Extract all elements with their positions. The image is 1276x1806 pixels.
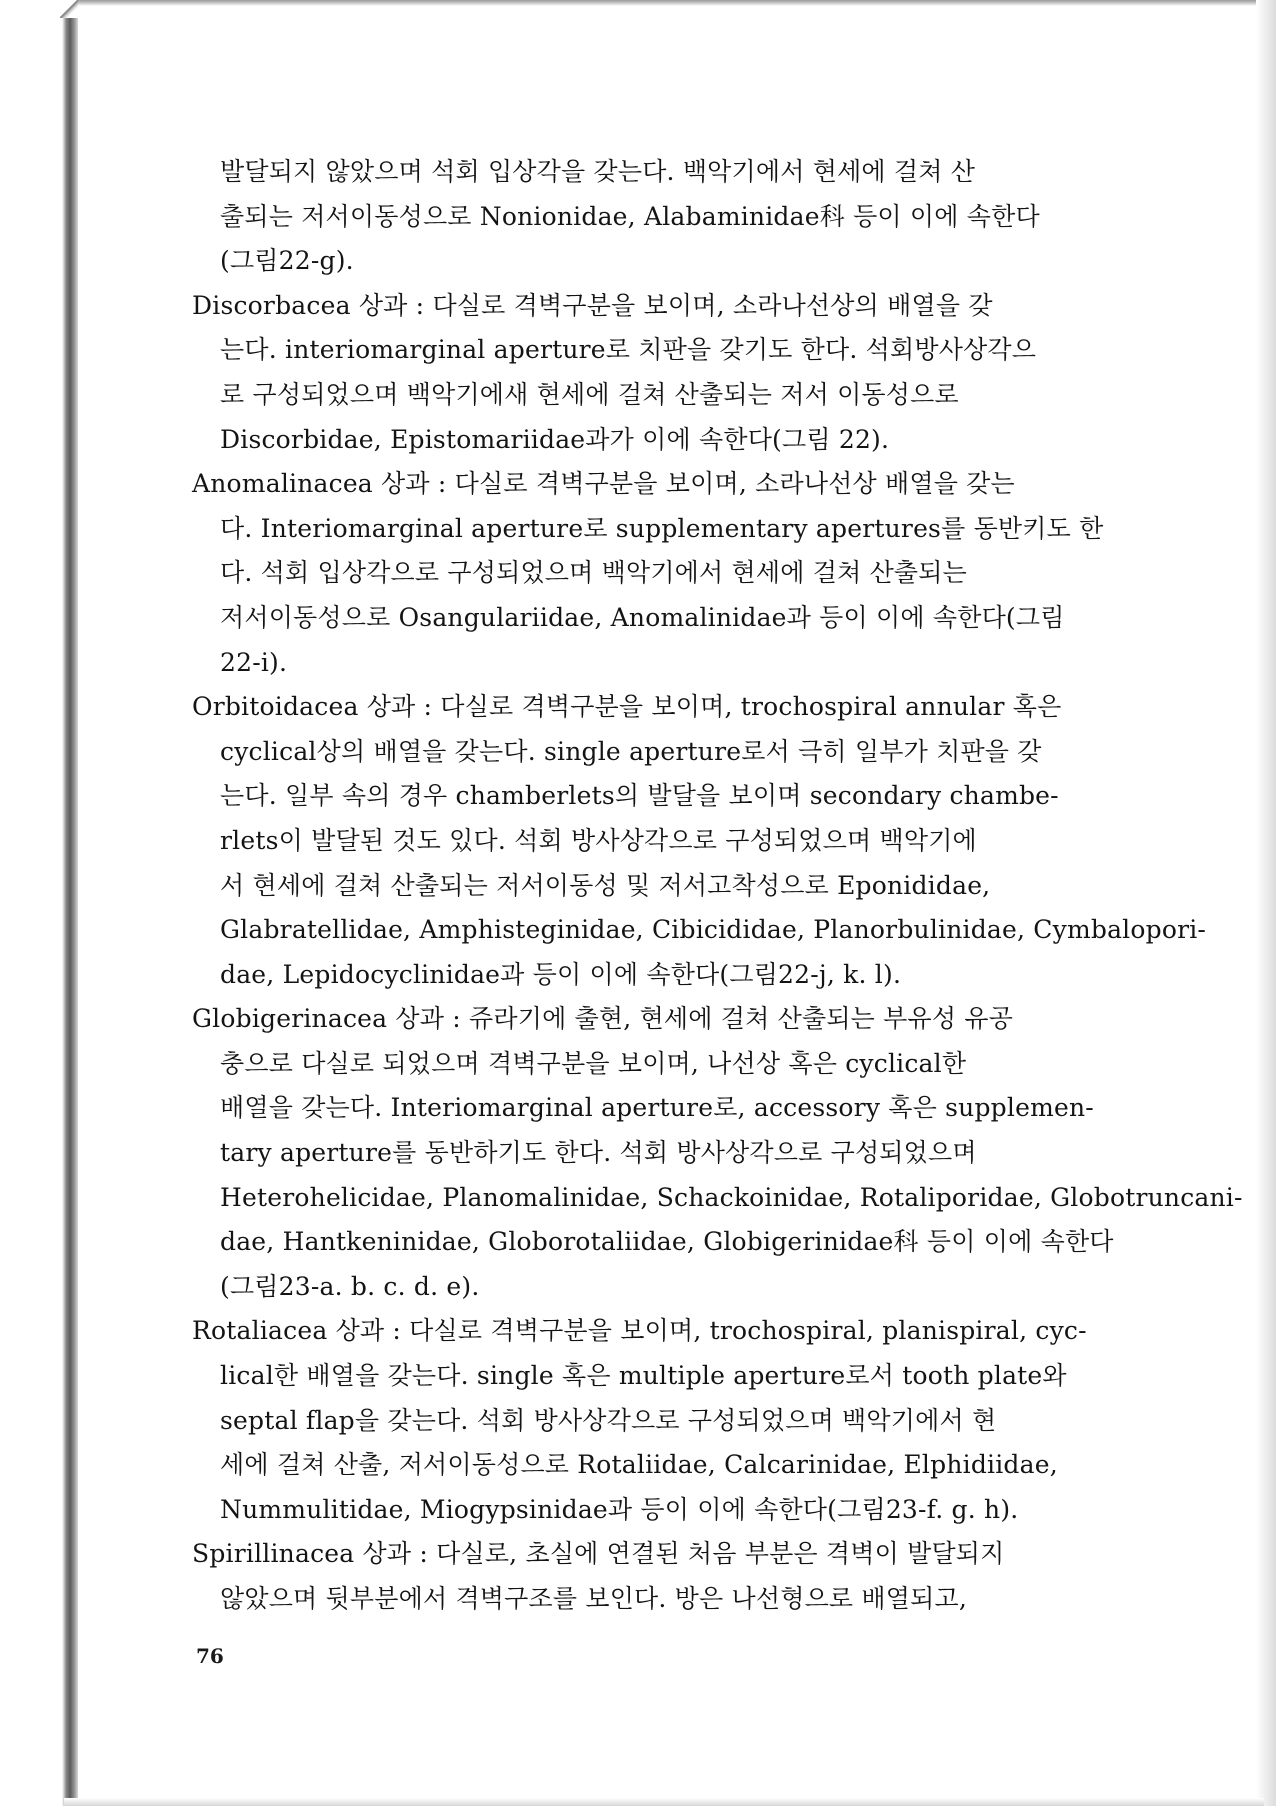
page-edge-top [64, 0, 1264, 6]
text-line: Discorbacea 상과 : 다실로 격벽구분을 보이며, 소라나선상의 배열을 갖 [192, 290, 993, 320]
paragraph-nonionacea-continued [220, 150, 1140, 284]
text-line: 발달되지 않았으며 석회 입상각을 갖는다. 백악기에서 현세에 걸쳐 산 [220, 157, 976, 186]
page-edge-bottom [64, 1798, 1264, 1806]
text-line: 다. Interiomarginal aperture로 supplementary apertures를 동반키도 한 [220, 513, 1104, 543]
text-line: Rotaliacea 상과 : 다실로 격벽구분을 보이며, trochospiral, planispiral, cyc- [192, 1316, 1087, 1346]
text-line: Glabratellidae, Amphisteginidae, Cibicididae, Planorbulinidae, Cymbalopori- [220, 915, 1207, 945]
text-line: 다. 석회 입상각으로 구성되었으며 백악기에서 현세에 걸쳐 산출되는 [220, 558, 967, 588]
paragraph-spirillinacea [192, 1532, 1140, 1621]
paragraph-orbitoidacea [192, 685, 1207, 997]
text-line: rlets이 발달된 것도 있다. 석회 방사상각으로 구성되었으며 백악기에 [220, 825, 977, 855]
page-number: 76 [196, 1644, 224, 1668]
text-line: 충으로 다실로 되었으며 격벽구분을 보이며, 나선상 혹은 cyclical한 [220, 1048, 967, 1078]
paragraph-rotaliacea [192, 1309, 1140, 1532]
text-line: Anomalinacea 상과 : 다실로 격벽구분을 보이며, 소라나선상 배열을 갖는 [192, 469, 1015, 499]
text-line: cyclical상의 배열을 갖는다. single aperture로서 극히 일부가 치판을 갖 [220, 736, 1042, 766]
text-line: 배열을 갖는다. Interiomarginal aperture로, accessory 혹은 supplemen- [220, 1093, 1094, 1123]
text-line: Discorbidae, Epistomariidae과가 이에 속한다(그림 22). [220, 424, 890, 454]
text-line: Orbitoidacea 상과 : 다실로 격벽구분을 보이며, trochospiral annular 혹은 [192, 692, 1062, 722]
text-line: 세에 걸쳐 산출, 저서이동성으로 Rotaliidae, Calcarinidae, Elphidiidae, [220, 1450, 1058, 1480]
paragraph-discorbacea [192, 284, 1140, 462]
page-edge-left [0, 0, 78, 1806]
text-line: 로 구성되었으며 백악기에새 현세에 걸쳐 산출되는 저서 이동성으로 [220, 379, 959, 409]
text-line: lical한 배열을 갖는다. single 혹은 multiple aperture로서 tooth plate와 [220, 1361, 1067, 1391]
paragraph-globigerinacea [192, 997, 1243, 1309]
text-body [192, 150, 1243, 1622]
text-line: dae, Lepidocyclinidae과 등이 이에 속한다(그림22-j, k. l). [220, 959, 902, 989]
text-line: 22-i). [220, 647, 288, 677]
text-line: 는다. interiomarginal aperture로 치판을 갖기도 한다. 석회방사상각으 [220, 335, 1037, 365]
page-edge-right [1256, 0, 1276, 1806]
text-line: tary aperture를 동반하기도 한다. 석회 방사상각으로 구성되었으며 [220, 1138, 977, 1168]
paragraph-anomalinacea [192, 462, 1140, 685]
text-line: Heterohelicidae, Planomalinidae, Schackoinidae, Rotaliporidae, Globotruncani- [220, 1182, 1243, 1212]
text-line: septal flap을 갖는다. 석회 방사상각으로 구성되었으며 백악기에서 현 [220, 1405, 997, 1435]
text-line: 저서이동성으로 Osangulariidae, Anomalinidae과 등이 이에 속한다(그림 [220, 602, 1065, 632]
text-line: 출되는 저서이동성으로 Nonionidae, Alabaminidae科 등이 이에 속한다 [220, 201, 1040, 231]
text-line: dae, Hantkeninidae, Globorotaliidae, Globigerinidae科 등이 이에 속한다 [220, 1227, 1114, 1257]
page-corner [60, 0, 78, 18]
text-line: 않았으며 뒷부분에서 격벽구조를 보인다. 방은 나선형으로 배열되고, [220, 1584, 967, 1613]
text-line: 서 현세에 걸쳐 산출되는 저서이동성 및 저서고착성으로 Eponididae, [220, 870, 991, 900]
text-line: 는다. 일부 속의 경우 chamberlets의 발달을 보이며 secondary chambe- [220, 781, 1059, 811]
text-line: (그림22-g). [220, 246, 354, 276]
text-line: Nummulitidae, Miogypsinidae과 등이 이에 속한다(그림23-f. g. h). [220, 1494, 1019, 1524]
text-line: (그림23-a. b. c. d. e). [220, 1271, 480, 1301]
text-line: Spirillinacea 상과 : 다실로, 초실에 연결된 처음 부분은 격벽이 발달되지 [192, 1539, 1005, 1569]
text-line: Globigerinacea 상과 : 쥬라기에 출현, 현세에 걸쳐 산출되는 부유성 유공 [192, 1004, 1014, 1034]
